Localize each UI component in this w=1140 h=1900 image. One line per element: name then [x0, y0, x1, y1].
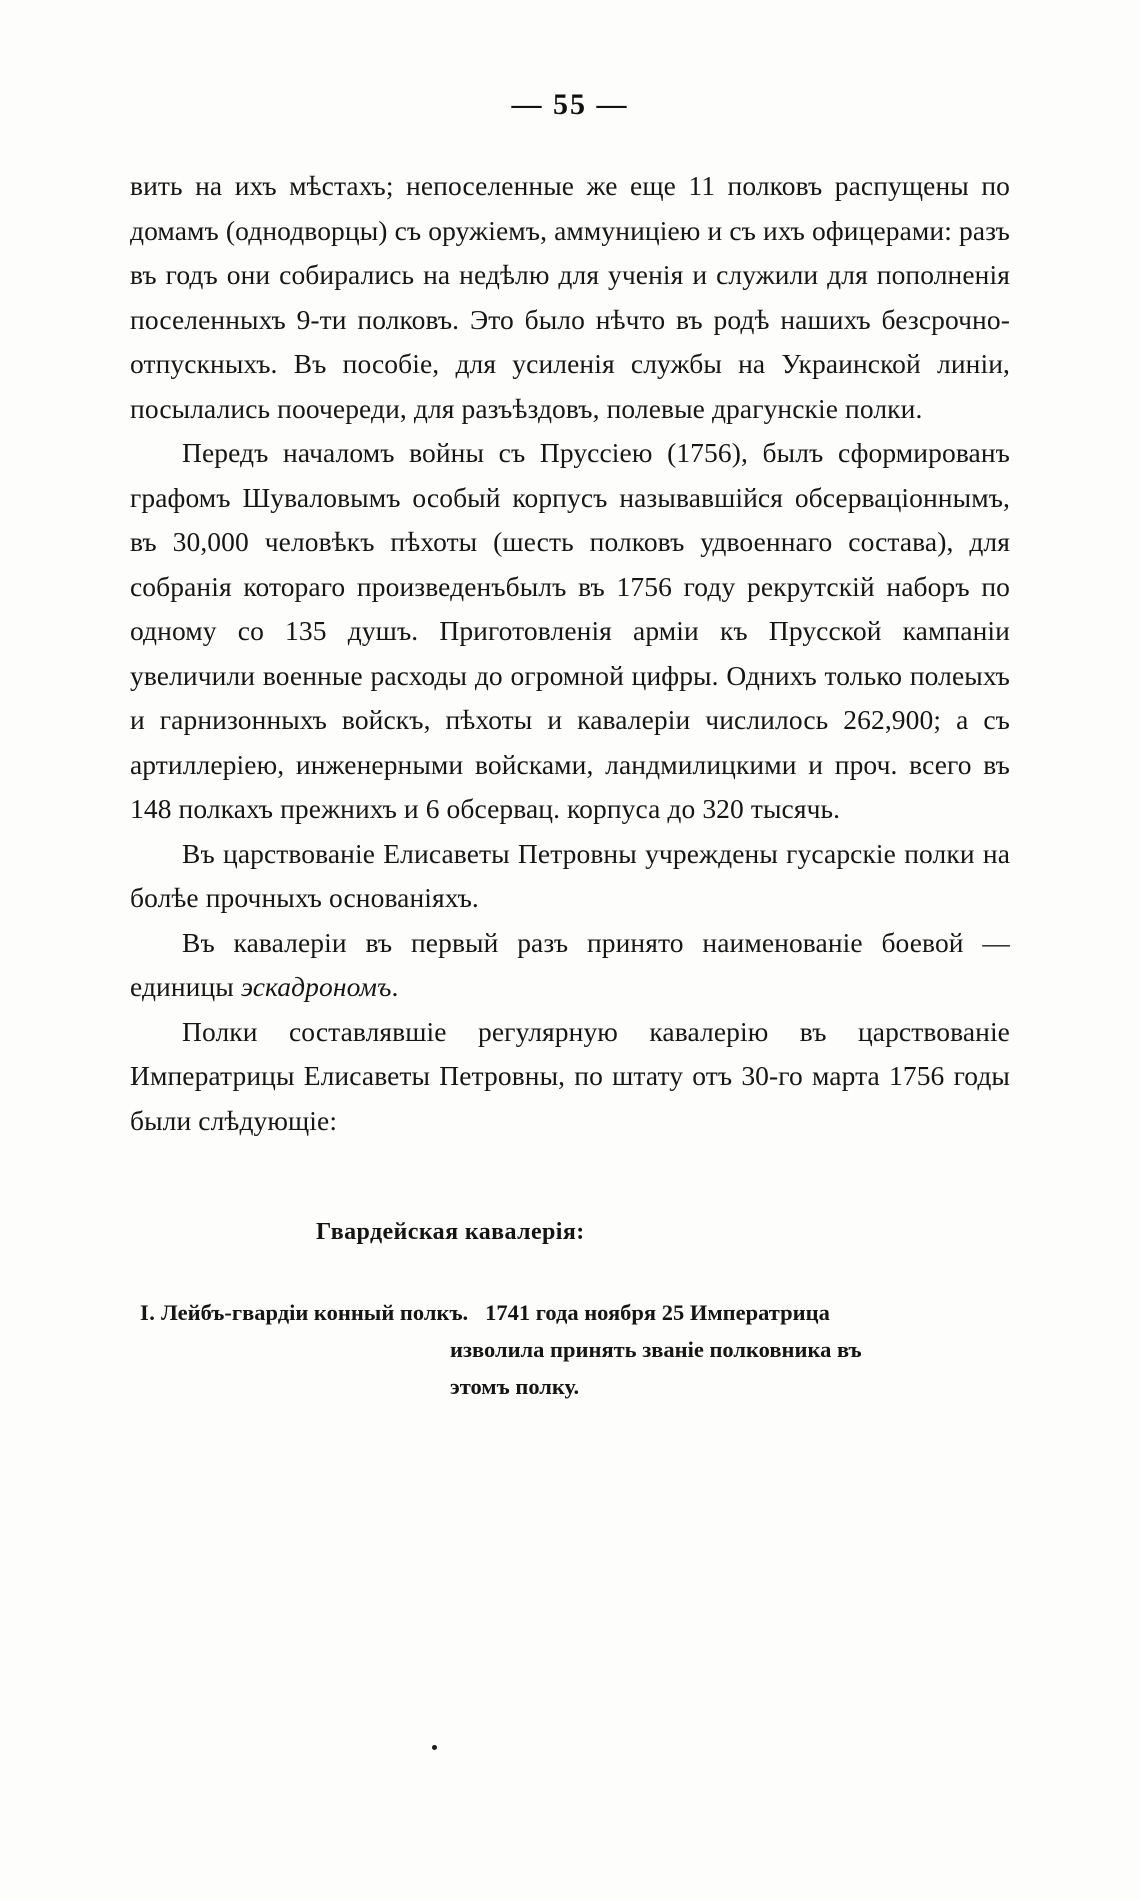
- paragraph-4-text-before: Въ кавалеріи въ первый разъ принято наименованіе боевой — единицы: [130, 926, 1010, 1002]
- list-item: [140, 1294, 1010, 1405]
- entry-line-3: этомъ полку.: [450, 1374, 580, 1399]
- entry-marker: I.: [140, 1300, 156, 1325]
- paragraph-4-emphasis: эскадрономъ: [240, 971, 392, 1002]
- entry-name: Лейбъ-гвардіи конный полкъ.: [161, 1300, 469, 1325]
- paragraph-3: Въ царствованіе Елисаветы Петровны учреждены гусарскіе полки на болѣе прочныхъ основаніяхъ.: [130, 837, 1010, 913]
- page-number: — 55 —: [511, 88, 629, 121]
- body-column: [130, 122, 1010, 1405]
- paragraph-4-text-after: .: [391, 971, 399, 1002]
- entry-line-1: [140, 1294, 1010, 1331]
- entry-line-1-rest: 1741 года ноября 25 Императрица: [485, 1300, 830, 1325]
- entry-list: [130, 1294, 1010, 1405]
- entry-line-2: изволила принять званіе полковника въ: [450, 1337, 862, 1362]
- page-number-header: [0, 0, 1140, 122]
- paragraph-2: Передъ началомъ войны съ Пруссіею (1756), былъ сформированъ графомъ Шуваловымъ особый корпусъ называвшійся обсерваціоннымъ, въ 30,000 человѣкъ пѣхоты (шесть полковъ удвоеннаго состава), для собранія котораго произведенъбылъ въ 1756 году рекрутскій наборъ по одному со 135 душъ. Приготовленія арміи къ Прусской кампаніи увеличили военные расходы до огромной цифры. Однихъ только полеыхъ и гарнизонныхъ войскъ, пѣхоты и кавалеріи числилось 262,900; а съ артиллеріею, инженерными войсками, ландмилицкими и проч. всего въ 148 полкахъ прежнихъ и 6 обсервац. корпуса до 320 тысячь.: [130, 437, 1010, 824]
- paragraph-4: [130, 921, 1010, 1010]
- section-heading: Гвардейская кавалерія:: [316, 1219, 585, 1245]
- paragraph-5: Полки составлявшіе регулярную кавалерію въ царствованіе Императрицы Елисаветы Петровны, по штату отъ 30-го марта 1756 годы были слѣдующіе:: [130, 1015, 1010, 1136]
- paragraph-1: вить на ихъ мѣстахъ; непоселенные же еще 11 полковъ распущены по домамъ (однодворцы) съ оружіемъ, аммуниціею и съ ихъ офицерами: разъ въ годъ они собирались на недѣлю для ученія и служили для пополненія поселенныхъ 9-ти полковъ. Это было нѣчто въ родѣ нашихъ безсрочно-отпускныхъ. Въ пособіе, для усиленія службы на Украинской линіи, посылались поочереди, для разъѣздовъ, полевые драгунскіе полки.: [130, 170, 1010, 424]
- footer-mark: [432, 1745, 437, 1750]
